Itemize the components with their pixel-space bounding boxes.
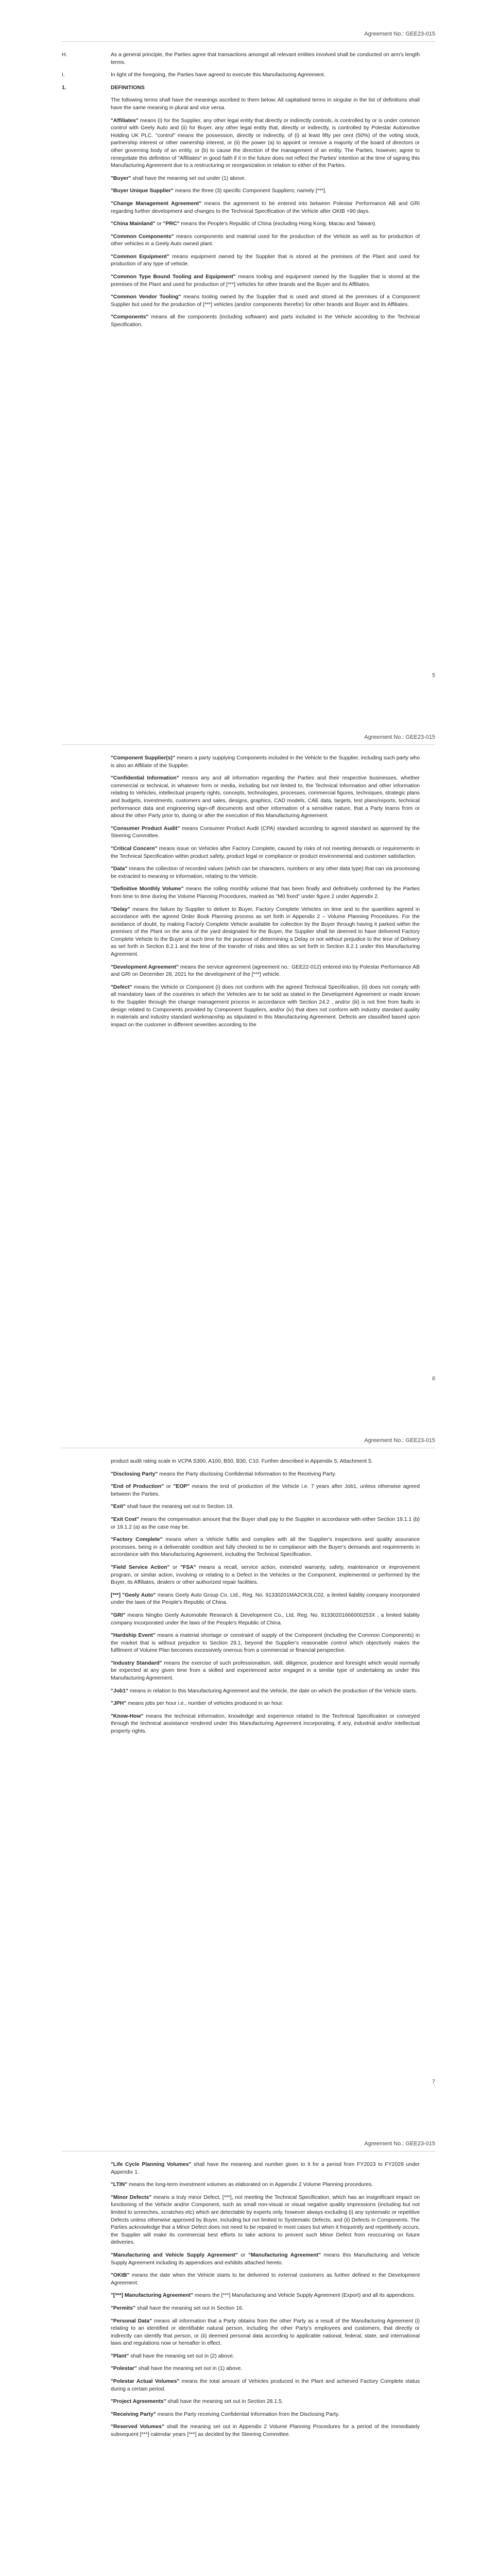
section-title: DEFINITIONS bbox=[111, 84, 145, 91]
definition-text: means the long-term investment volumes as elaborated on in Appendix 2 Volume Planning procedures. bbox=[127, 2182, 373, 2188]
definition bbox=[111, 1592, 420, 1607]
defined-term: "Buyer" bbox=[111, 175, 131, 181]
defined-term: "Manufacturing and Vehicle Supply Agreement" bbox=[111, 2252, 238, 2258]
defined-term: "Definitive Monthly Volume" bbox=[111, 886, 184, 892]
definition-text: shall have the meaning set out in (2) above. bbox=[129, 2353, 234, 2359]
definition-text: means in relation to this Manufacturing Agreement and the Vehicle, the date on which the production of the Vehicle starts. bbox=[128, 1688, 417, 1694]
defined-term: "Buyer Unique Supplier" bbox=[111, 188, 174, 194]
defined-term: "End of Production" bbox=[111, 1484, 164, 1490]
definition bbox=[111, 2305, 420, 2313]
page bbox=[0, 0, 497, 703]
defined-term: "Field Service Action" bbox=[111, 1564, 170, 1570]
definition-text: means a party supplying Components included in the Vehicle to the Supplier, including such party who is also an Affiliate of the Supplier. bbox=[111, 755, 420, 769]
defined-term: "JPH" bbox=[111, 1701, 127, 1707]
definition-text: means any and all information regarding the Parties and their respective businesses, whether commercial or technical, in whatever form or media, including but not limited to, the Technical Information and other information relating to Vehicles, intellectual property rights, concepts, technologies, processes, commercial figures, techniques, strategic plans and budgets, investments, customers and sales, designs, graphics, CAD models, CAE data, targets, test plans/reports, technical performance data and engineering sign-off documents and other information of a sensitive nature, that a Party learns from or about the other Party prior to, during or after the execution of this Manufacturing Agreement. bbox=[111, 775, 420, 819]
definition-text: means a material shortage or constraint of supply of the Component (including the Common Components) in the market that is without prejudice to Section 29.1, beyond the Supplier's reasonable control which objectively makes the fulfilment of Volume Plan becomes excessively onerous from a commercial or financial perspective. bbox=[111, 1633, 420, 1654]
definition-text: shall the meaning set out in Appendix 2 Volume Planning Procedures for a period of the immediately subsequent [***] calendar years [***] as decided by the Steering Committee. bbox=[111, 2424, 420, 2438]
definition bbox=[111, 175, 420, 183]
definition bbox=[111, 221, 420, 228]
definition bbox=[111, 253, 420, 268]
header-rule bbox=[62, 41, 435, 42]
definition bbox=[111, 2411, 420, 2419]
definition-connector: or bbox=[155, 221, 163, 227]
defined-term: "Factory Complete" bbox=[111, 1537, 163, 1543]
definition-text: means Ningbo Geely Automobile Research & Development Co., Ltd, Reg. No. 91330201666000253X , a limited liability company incorporated under the laws of the People's Republic of China. bbox=[111, 1612, 420, 1626]
definition-text: means the end of production of the Vehicle i.e. 7 years after Job1, unless otherwise agreed between the Parties. bbox=[111, 1484, 420, 1497]
defined-term: "Common Equipment" bbox=[111, 253, 169, 260]
definition bbox=[111, 2378, 420, 2393]
definition bbox=[111, 984, 420, 1029]
definition bbox=[111, 886, 420, 901]
definition bbox=[111, 825, 420, 840]
page-body bbox=[62, 52, 420, 334]
definition bbox=[111, 1536, 420, 1559]
paragraph: product audit rating scale in VCPA S300, A100, B50, B30, C10. Further described in Appendix 5, Attachment 5. bbox=[111, 1459, 373, 1464]
definition bbox=[111, 1700, 420, 1708]
definition bbox=[111, 2365, 420, 2373]
defined-term: "Components" bbox=[111, 314, 149, 320]
definition bbox=[111, 775, 420, 820]
definition-text: means a recall, service action, extended warranty, safety, maintenance or improvement program, or similar action, involving or relating to a Defect in the Vehicles or the Component, implemented or performed by the Buyer, its Affiliates, dealers or other authorized repair facilities. bbox=[111, 1564, 420, 1586]
defined-term: "GRI" bbox=[111, 1612, 126, 1618]
definition bbox=[111, 1688, 420, 1696]
definition bbox=[111, 1564, 420, 1587]
defined-term: "Consumer Product Audit" bbox=[111, 825, 180, 832]
defined-term: "Exit Cost" bbox=[111, 1516, 140, 1522]
defined-term: "Project Agreements" bbox=[111, 2399, 166, 2405]
definition bbox=[111, 866, 420, 880]
defined-term: "OKtB" bbox=[111, 2273, 130, 2279]
definition bbox=[111, 755, 420, 770]
definition bbox=[111, 200, 420, 215]
section-heading bbox=[62, 84, 420, 92]
definition-connector: or bbox=[169, 1564, 181, 1570]
defined-term: "Development Agreement" bbox=[111, 964, 179, 970]
defined-term: "Know-How" bbox=[111, 1713, 144, 1719]
definition-text: means components and material used for the production of the Vehicle as well as for production of other vehicles in a Geely Auto owned plant. bbox=[111, 233, 420, 247]
definition-text: means tooling and equipment owned by the Supplier that is stored at the premises of the Plant and used for production of [***] vehicles for other brands and the Buyer and its Affiliates. bbox=[111, 274, 420, 287]
definition-text: means the compensation amount that the Buyer shall pay to the Supplier in accordance with either Section 19.1.1 (b) or 19.1.2 (a) as the case may be. bbox=[111, 1516, 420, 1530]
definition bbox=[111, 1516, 420, 1531]
recital-paragraph bbox=[62, 52, 420, 66]
recital-number: I. bbox=[62, 72, 65, 78]
defined-term: "FSA" bbox=[180, 1564, 196, 1570]
defined-term: "Common Type Bound Tooling and Equipment" bbox=[111, 274, 236, 280]
definition-text: means the service agreement (agreement no.: GEE22-012) entered into by Polestar Performance AB and GRI on December 28, 2021 for the development of the [***] vehicle. bbox=[111, 964, 420, 978]
defined-term: "Disclosing Party" bbox=[111, 1471, 158, 1477]
defined-term: "Personal Data" bbox=[111, 2318, 152, 2324]
definition-text: means the Vehicle or Component (i) does not conform with the agreed Technical Specification, (ii) does not comply with all mandatory laws of the countries in which the Vehicles are to be sold as stated in the Development Agreement or made known to the Supplier through the change management process in accordance with Section 24.2 , and/or (iii) is not free from faults in design related to Components provided by Component Suppliers, and/or (iv) that does not conform with industry standard quality in materials and industry standard workmanship as stipulated in this Manufacturing Agreement. Defects are classified based upon impact on the customer in different severities according to the bbox=[111, 984, 420, 1028]
defined-term: "Minor Defects" bbox=[111, 2194, 152, 2200]
defined-term: "Receiving Party" bbox=[111, 2411, 156, 2417]
defined-term: "Hardship Event" bbox=[111, 1633, 156, 1639]
definition-text: means all information that a Party obtains from the other Party as a result of the Manufacturing Agreement (i) relating to an identified or identifiable natural person, including the other Party's employees and customers, that directly or indirectly can identify that person, or (ii) deemed personal data according to applicable national, federal, state, and international laws and regulations now or hereafter in effect. bbox=[111, 2318, 420, 2347]
definition-text: shall have the meaning set out in Section 19. bbox=[125, 1504, 234, 1510]
definition bbox=[111, 1503, 420, 1511]
defined-term: "Confidential Information" bbox=[111, 775, 179, 782]
defined-term: "Critical Concern" bbox=[111, 845, 158, 852]
definition bbox=[111, 1612, 420, 1627]
definition bbox=[111, 2194, 420, 2247]
definition bbox=[111, 1713, 420, 1736]
defined-term: "Component Supplier(s)" bbox=[111, 755, 175, 761]
definition-text: shall have the meaning set out in (1) above. bbox=[136, 2366, 243, 2372]
header-rule bbox=[62, 744, 435, 745]
defined-term: "EOP" bbox=[173, 1484, 190, 1490]
definition-text: means the Party disclosing Confidential Information to the Receiving Party. bbox=[158, 1471, 336, 1477]
definition-text: means jobs per hour i.e., number of vehicles produced in an hour. bbox=[126, 1701, 284, 1707]
page-number: 7 bbox=[432, 2079, 435, 2085]
definition-text: means the Party receiving Confidential Information from the Disclosing Party. bbox=[156, 2411, 339, 2417]
defined-term: "Reserved Volumes" bbox=[111, 2424, 164, 2430]
definition-text: means Geely Auto Group Co. Ltd., Reg. No. 91330201MA2CK3LC02, a limited liability company incorporated under the laws of the People's Republic of China. bbox=[111, 1592, 420, 1606]
agreement-number: Agreement No.: GEE23-015 bbox=[364, 734, 435, 740]
definition-text: shall have the meaning set out under (1) above. bbox=[131, 175, 246, 181]
definition bbox=[111, 117, 420, 170]
definition-text: means equipment owned by the Supplier that is stored at the premises of the Plant and used for production of any type of vehicle. bbox=[111, 253, 420, 267]
defined-term: "Change Management Agreement" bbox=[111, 200, 202, 207]
definition bbox=[111, 845, 420, 860]
definition-text: means a truly minor Defect, [***], not meeting the Technical Specification, which has an insignificant impact on functioning of the Vehicle and/or Component, such as small non-visual or visual negative quality impressions (including but not limited to screeches, scratches etc) which are detectable by experts only, however always excluding (i) any systematic or repetitive Defects unless otherwise approved by Buyer, including but not limited to Systematic Defects, and (ii) Defects in Components. The Parties acknowledge that a Minor Defect does not need to be repaired in most cases but when it frequently and repetitively occurs, the Supplier will make its commercial best efforts to take actions to prevent such Minor Defect from reoccurring on future deliveries. bbox=[111, 2194, 420, 2246]
definition-text: means tooling owned by the Supplier that is used and stored at the premises of a Component Supplier but used for the production of [***] vehicles (and/or components therefor) for other brands and Buyer and its Affiliates. bbox=[111, 294, 420, 308]
definition-text: means the exercise of such professionalism, skill, diligence, prudence and foresight which would normally be expected at any given time from a skilled and experienced actor engaged in a similar type of undertaking as under this Manufacturing Agreement. bbox=[111, 1660, 420, 1682]
page-number: 5 bbox=[432, 672, 435, 679]
definition-text: means the date when the Vehicle starts to be delivered to external customers as further defined in the Development Agreement. bbox=[111, 2273, 420, 2286]
recital-text: In light of the foregoing, the Parties have agreed to execute this Manufacturing Agreement. bbox=[111, 72, 325, 78]
definition bbox=[111, 2353, 420, 2361]
definition bbox=[111, 2424, 420, 2438]
definition-text: means this Manufacturing and Vehicle Supply Agreement including its appendices and exhibits attached hereto. bbox=[111, 2252, 420, 2266]
page-number: 6 bbox=[432, 1376, 435, 1382]
definition bbox=[111, 2318, 420, 2348]
definition bbox=[111, 1632, 420, 1655]
page-body bbox=[111, 2161, 420, 2444]
definition-text: means issue on Vehicles after Factory Complete, caused by risks of not meeting demands or requirements in the Technical Specification within product safety, product legal or compliance or product environmental and customer satisfaction. bbox=[111, 845, 420, 859]
defined-term: "LTIN" bbox=[111, 2182, 128, 2188]
defined-term: "PRC" bbox=[163, 221, 180, 227]
defined-term: "Life Cycle Planning Volumes" bbox=[111, 2162, 192, 2167]
defined-term: "Industry Standard" bbox=[111, 1660, 162, 1666]
definition-text: means the agreement to be entered into between Polestar Performance AB and GRI regarding further development and changes to the Technical Specification of the Vehicle after OKtB +90 days. bbox=[111, 200, 420, 214]
definition-text: means the failure by Supplier to deliver to Buyer, Factory Complete Vehicles on time and to the quantities agreed in accordance with the agreed Order Book Planning process as set forth in Appendix 2 – Volume Planning Procedures. For the avoidance of doubt, by making Factory Complete Vehicle available for collection by the Buyer through having it parked within the premises of the Plant on the area of the yard designated for the Buyer, the Supplier shall be deemed to have delivered Factory Complete Vehicle to the Buyer at such time for the purpose of determining a Delay or not without prejudice to the time of Delivery as set forth in Section 8.2.1 and the time of the transfer of risks and titles as set forth in Section 8.2.1 under this Manufacturing Agreement. bbox=[111, 906, 420, 958]
definition bbox=[111, 2292, 420, 2300]
definition-connector: or bbox=[237, 2252, 249, 2258]
defined-term: "Common Vendor Tooling" bbox=[111, 294, 181, 300]
definition bbox=[111, 233, 420, 248]
recital-paragraph bbox=[62, 72, 420, 79]
defined-term: "Polestar" bbox=[111, 2366, 137, 2372]
definition bbox=[111, 274, 420, 289]
definition bbox=[111, 314, 420, 329]
definition-connector: or bbox=[164, 1484, 174, 1490]
page bbox=[0, 1406, 497, 2110]
definition bbox=[111, 2181, 420, 2189]
definition bbox=[111, 906, 420, 959]
defined-term: "Permits" bbox=[111, 2305, 135, 2311]
definition bbox=[111, 964, 420, 979]
definition-text: means the total amount of Vehicles produced in the Plant and achieved Factory Complete status during a certain period. bbox=[111, 2379, 420, 2392]
defined-term: "Job1" bbox=[111, 1688, 129, 1694]
recital-text: As a general principle, the Parties agree that transactions amongst all relevant entities involved shall be conducted on arm's length terms. bbox=[111, 52, 420, 65]
section-number: 1. bbox=[62, 84, 66, 91]
defined-term: "Manufacturing Agreement" bbox=[248, 2252, 321, 2258]
definition bbox=[111, 2398, 420, 2406]
definition-text: means Consumer Product Audit (CPA) standard according to agreed standard as approved by the Steering Committee. bbox=[111, 825, 420, 839]
definition-text: means the technical information, knowledge and experience related to the Technical Specification or conveyed through the technical assistance rendered under this Manufacturing Agreement incorporating, if any, industrial and/or intellectual property rights. bbox=[111, 1713, 420, 1735]
definition-text: means (i) for the Supplier, any other legal entity that directly or indirectly controls, is controlled by or is under common control with Geely Auto and (ii) for Buyer, any other legal entity that, directly or indirectly, is controlled by Polestar Automotive Holding UK PLC. "control" means the possession, directly or indirectly, of (i) at least fifty per cent (50%) of the voting stock, partnership interest or other ownership interest, or (ii) the power (a) to appoint or remove a majority of the board of directors or other governing body of an entity, or (b) to cause the direction of the management of an entity. The Parties, however, agree to renegotiate this definition of "Affiliates" in good faith if it in the future does not reflect the Parties' intention at the time of signing this Manufacturing Agreement due to a restructuring or reorganization in relation to either of the Parties. bbox=[111, 117, 420, 169]
definition-text: means the rolling monthly volume that has been finally and definitively confirmed by the Parties from time to time during the Volume Planning Procedures, marked as "M0 fixed" under figure 2 under Appendix 2. bbox=[111, 886, 420, 900]
definition-text: shall have the meaning set out in Section 28.1.5. bbox=[166, 2399, 283, 2405]
agreement-number: Agreement No.: GEE23-015 bbox=[364, 2141, 435, 2147]
defined-term: "Data" bbox=[111, 866, 128, 872]
definition bbox=[111, 1471, 420, 1479]
defined-term: "Exit" bbox=[111, 1504, 126, 1510]
page bbox=[0, 2110, 497, 2576]
defined-term: "Polestar Actual Volumes" bbox=[111, 2379, 180, 2385]
agreement-number: Agreement No.: GEE23-015 bbox=[364, 1437, 435, 1444]
recital-number: H. bbox=[62, 52, 67, 58]
definition bbox=[111, 2161, 420, 2176]
definition-text: means the three (3) specific Component Suppliers; namely [***]. bbox=[173, 188, 327, 194]
page-body bbox=[111, 755, 420, 1034]
definition-text: means the collection of recorded values (which can be characters, numbers or any other data type) that can via processing be extracted to meaning or information, relating to the Vehicle. bbox=[111, 866, 420, 879]
agreement-number: Agreement No.: GEE23-015 bbox=[364, 31, 435, 37]
defined-term: "[***] Manufacturing Agreement" bbox=[111, 2293, 194, 2299]
definition bbox=[111, 2252, 420, 2267]
definition-text: means when a Vehicle fulfils and complies with all the Supplier's inspections and quality assurance processes, being in a deliverable condition and fully checked to be in compliance with the Buyer's demands and requirements in accordance with this Manufacturing Agreement, including the Technical Specification. bbox=[111, 1537, 420, 1558]
definition-text: means the [***] Manufacturing and Vehicle Supply Agreement (Export) and all its appendices. bbox=[193, 2293, 416, 2299]
defined-term: "Plant" bbox=[111, 2353, 129, 2359]
paragraph: The following terms shall have the meanings ascribed to them below. All capitalised terms in singular in the list of definitions shall have the same meaning in plural and vice versa. bbox=[111, 97, 420, 111]
definition bbox=[111, 2272, 420, 2287]
defined-term: "Defect" bbox=[111, 984, 132, 990]
definition-text: means all the components (including software) and parts included in the Vehicle according to the Technical Specification. bbox=[111, 314, 420, 328]
defined-term: "Common Components" bbox=[111, 233, 174, 240]
defined-term: "Delay" bbox=[111, 906, 130, 912]
definition bbox=[111, 188, 420, 195]
definition bbox=[111, 1483, 420, 1498]
defined-term: [***] "Geely Auto" bbox=[111, 1592, 156, 1598]
defined-term: "China Mainland" bbox=[111, 221, 156, 227]
page-body bbox=[111, 1458, 420, 1741]
page bbox=[0, 703, 497, 1406]
definition bbox=[111, 294, 420, 309]
definition-text: means the People's Republic of China (excluding Hong Kong, Macau and Taiwan). bbox=[179, 221, 376, 227]
definition-text: shall have the meaning set out in Section 16. bbox=[135, 2305, 244, 2311]
definition bbox=[111, 1660, 420, 1683]
definition-text: shall have the meaning and number given to it for a period from FY2023 to FY2029 under Appendix 1. bbox=[111, 2162, 420, 2175]
defined-term: "Affiliates" bbox=[111, 117, 139, 124]
